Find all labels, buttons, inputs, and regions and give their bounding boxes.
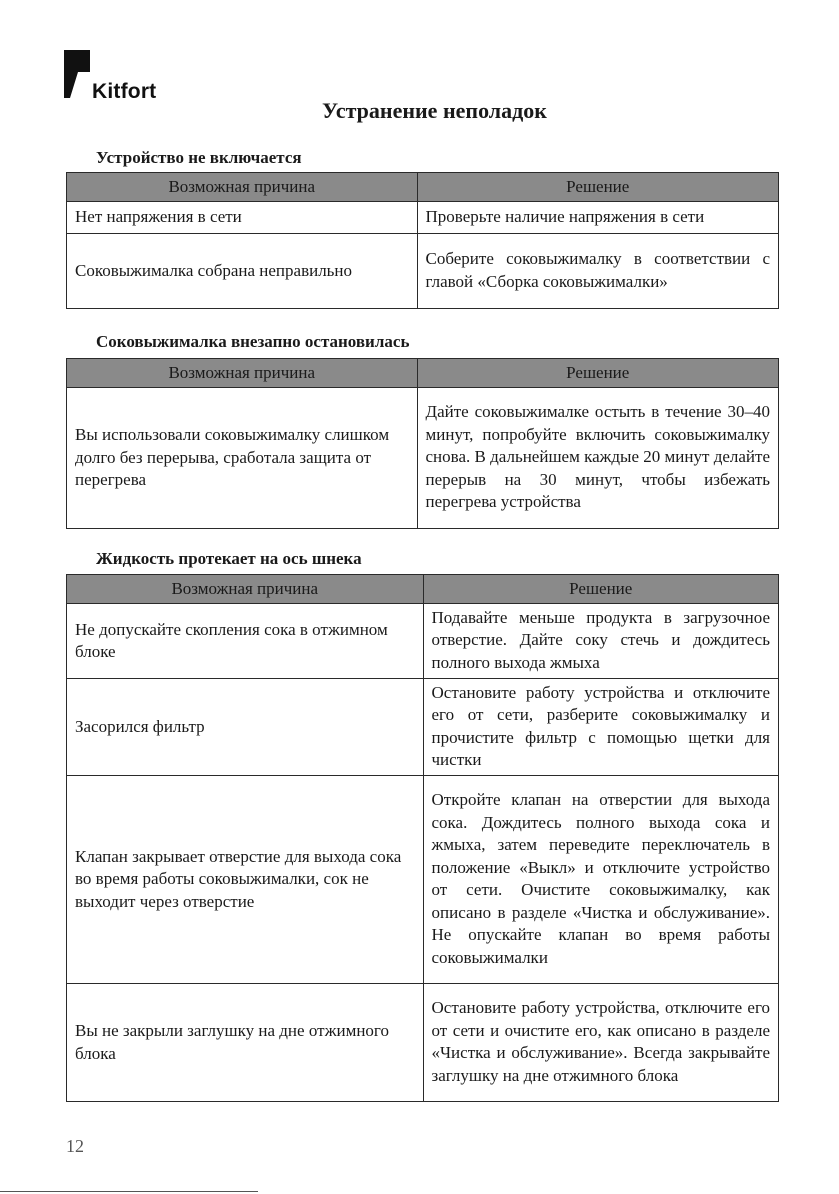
cause-cell: Соковыжималка собрана неправильно: [67, 234, 418, 309]
cause-cell: Вы использовали соковыжималку слишком долго без перерыва, сработала защита от перегрева: [67, 388, 418, 529]
section-title: Соковыжималка внезапно остановилась: [96, 332, 410, 351]
column-header-cause: Возможная причина: [67, 359, 418, 388]
cause-cell: Не допускайте скопления сока в отжимном блоке: [67, 604, 424, 679]
solution-cell: Соберите соковыжималку в соответствии с главой «Сборка соковыжималки»: [417, 234, 779, 309]
troubleshooting-table: [66, 358, 779, 529]
section-title: Устройство не включается: [96, 148, 302, 167]
page-number: 12: [66, 1136, 84, 1156]
cause-cell: Нет напряжения в сети: [67, 202, 418, 234]
column-header-solution: Решение: [417, 359, 779, 388]
table-row: [67, 202, 779, 234]
table-row: [67, 984, 779, 1102]
cause-cell: Вы не закрыли заглушку на дне отжимного блока: [67, 984, 424, 1102]
cause-cell: Клапан закрывает отверстие для выхода сока во время работы соковыжималки, сок не выходит через отверстие: [67, 776, 424, 984]
footer-divider: [0, 1191, 258, 1192]
solution-cell: Остановите работу устройства, отключите его от сети и очистите его, как описано в разделе «Чистка и обслуживание». Всегда закрывайте заглушку на дне отжимного блока: [423, 984, 779, 1102]
table-row: [67, 234, 779, 309]
solution-cell: Дайте соковыжималке остыть в течение 30–40 минут, попробуйте включить соковыжималку снова. В дальнейшем каждые 20 минут делайте перерыв на 30 минут, чтобы избежать перегрева устройства: [417, 388, 779, 529]
page-title: Устранение неполадок: [322, 98, 547, 123]
kitfort-logo-icon: [64, 50, 90, 100]
solution-cell: Остановите работу устройства и отключите его от сети, разберите соковыжималку и прочистите фильтр с помощью щетки для чистки: [423, 679, 779, 776]
column-header-solution: Решение: [423, 575, 779, 604]
section-title: Жидкость протекает на ось шнека: [96, 549, 362, 568]
solution-cell: Подавайте меньше продукта в загрузочное отверстие. Дайте соку стечь и дождитесь полного выхода жмыха: [423, 604, 779, 679]
troubleshooting-table: [66, 172, 779, 309]
table-row: [67, 604, 779, 679]
table-header-row: [67, 359, 779, 388]
solution-cell: Проверьте наличие напряжения в сети: [417, 202, 779, 234]
table-row: [67, 679, 779, 776]
cause-cell: Засорился фильтр: [67, 679, 424, 776]
table-header-row: [67, 173, 779, 202]
solution-cell: Откройте клапан на отверстии для выхода сока. Дождитесь полного выхода сока и жмыха, затем переведите переключатель в положение «Выкл» и отключите устройство от сети. Очистите соковыжималку, как описано в разделе «Чистка и обслуживание». Не опускайте клапан во время работы соковыжималки: [423, 776, 779, 984]
column-header-solution: Решение: [417, 173, 779, 202]
column-header-cause: Возможная причина: [67, 575, 424, 604]
table-row: [67, 776, 779, 984]
troubleshooting-table: [66, 574, 779, 1102]
column-header-cause: Возможная причина: [67, 173, 418, 202]
brand-name: Kitfort: [92, 80, 157, 103]
table-row: [67, 388, 779, 529]
table-header-row: [67, 575, 779, 604]
